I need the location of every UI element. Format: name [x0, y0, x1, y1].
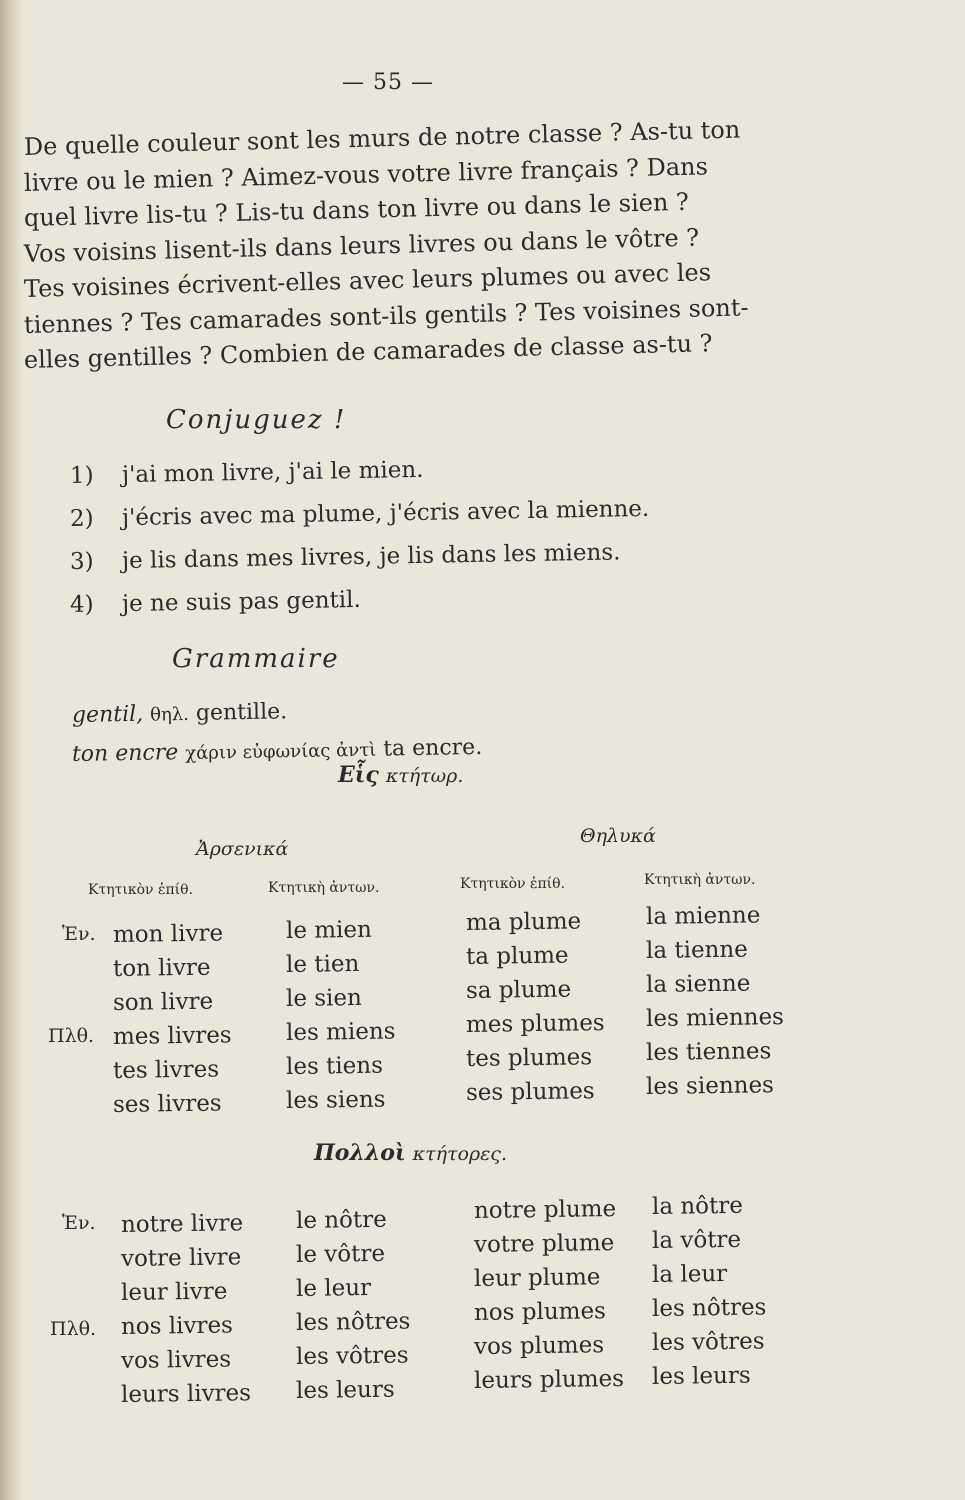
table-cell: le leur — [295, 1274, 372, 1302]
fem-adjective-column — [474, 1194, 624, 1398]
table-cell: nos plumes — [473, 1298, 607, 1326]
table-cell: leurs livres — [120, 1380, 252, 1408]
table-cell: mes plumes — [465, 1010, 605, 1038]
table-cell: les tiennes — [645, 1038, 772, 1066]
list-item: 2) j'écris avec ma plume, j'écris avec la mienne. — [69, 495, 650, 532]
fem-adjective-column — [466, 906, 605, 1110]
fem-pronoun-column — [652, 1190, 766, 1394]
table-cell: ses livres — [112, 1090, 222, 1118]
grammar-line-2: ton encre χάριν εὐφωνίας ἀντὶ ta encre. — [71, 734, 483, 767]
table-cell: leur livre — [120, 1278, 228, 1306]
page-number: — 55 — — [342, 70, 434, 95]
table-cell: les vôtres — [295, 1342, 409, 1370]
table-cell: la vôtre — [651, 1226, 742, 1254]
conjugation-list — [70, 455, 649, 627]
plural-label: Πλθ. — [48, 1025, 95, 1047]
paragraph-line: tiennes ? Tes camarades sont-ils gentils ? Tes voisines sont- — [23, 292, 749, 339]
masc-pronoun-column — [286, 914, 395, 1118]
table-cell: votre livre — [120, 1244, 242, 1272]
table-cell: le nôtre — [295, 1206, 387, 1234]
single-owner-title: Εἷς κτήτωρ. — [338, 762, 464, 788]
masc-adjective-column — [113, 918, 232, 1122]
table-cell: les leurs — [651, 1362, 751, 1390]
many-owners-title: Πολλοὶ κτήτορες. — [314, 1140, 507, 1166]
table-cell: son livre — [112, 988, 214, 1016]
table-cell: les nôtres — [651, 1294, 767, 1322]
table-cell: ses plumes — [465, 1078, 595, 1106]
table-cell: leur plume — [473, 1264, 601, 1292]
table-cell: tes livres — [112, 1056, 220, 1084]
paragraph-line: quel livre lis-tu ? Lis-tu dans ton livre ou dans le sien ? — [23, 187, 690, 232]
table-cell: les leurs — [295, 1376, 395, 1404]
table-cell: les tiens — [285, 1052, 384, 1080]
list-item: 4) je ne suis pas gentil. — [69, 586, 362, 618]
table-cell: votre plume — [473, 1230, 615, 1258]
table-cell: le mien — [285, 916, 373, 944]
table-cell: les miennes — [645, 1004, 785, 1032]
table-cell: les nôtres — [295, 1308, 411, 1336]
singular-label: Ἑν. — [62, 1212, 96, 1234]
column-header: Κτητικὴ ἀντων. — [268, 880, 380, 896]
table-cell: les siennes — [645, 1072, 775, 1100]
paragraph-line: livre ou le mien ? Aimez-vous votre livre français ? Dans — [23, 151, 709, 197]
table-cell: ta plume — [465, 942, 569, 970]
singular-label: Ἑν. — [62, 923, 96, 945]
fem-pronoun-column — [646, 900, 784, 1104]
list-item: 3) je lis dans mes livres, je lis dans les miens. — [69, 539, 621, 575]
table-cell: mes livres — [112, 1022, 232, 1050]
table-cell: la mienne — [645, 902, 761, 930]
table-cell: tes plumes — [465, 1044, 593, 1072]
table-cell: vos livres — [120, 1346, 232, 1374]
table-cell: les siens — [285, 1086, 386, 1114]
table-cell: vos plumes — [473, 1332, 605, 1360]
feminine-label: Θηλυκά — [580, 825, 656, 847]
table-cell: ton livre — [112, 954, 211, 982]
masculine-label: Ἀρσενικά — [196, 838, 289, 860]
table-cell: le sien — [285, 984, 363, 1012]
column-header: Κτητικὸν ἐπίθ. — [88, 882, 194, 898]
table-cell: le vôtre — [295, 1240, 386, 1268]
table-cell: la leur — [651, 1260, 728, 1288]
table-cell: leurs plumes — [473, 1365, 625, 1394]
grammar-line-1: gentil, θηλ. gentille. — [71, 699, 288, 728]
grammaire-heading: Grammaire — [172, 644, 340, 674]
plural-label: Πλθ. — [50, 1318, 97, 1340]
table-cell: mon livre — [112, 920, 224, 948]
masc-adjective-column — [121, 1208, 251, 1412]
table-cell: le tien — [285, 950, 360, 978]
table-cell: les vôtres — [651, 1328, 765, 1356]
table-cell: sa plume — [465, 976, 572, 1004]
paragraph-line: Tes voisines écrivent-elles avec leurs plumes ou avec les — [23, 258, 712, 303]
table-cell: notre plume — [473, 1196, 617, 1224]
table-cell: la sienne — [645, 970, 751, 998]
table-cell: notre livre — [120, 1210, 244, 1238]
table-cell: les miens — [285, 1018, 396, 1046]
page-spine-shadow — [0, 0, 22, 1500]
table-cell: nos livres — [120, 1312, 234, 1340]
reading-paragraph — [23, 115, 804, 379]
table-cell: ma plume — [465, 908, 582, 936]
paragraph-line: elles gentilles ? Combien de camarades de classe as-tu ? — [23, 329, 713, 374]
table-cell: la tienne — [645, 936, 748, 964]
paragraph-line: De quelle couleur sont les murs de notre classe ? As-tu ton — [23, 115, 741, 161]
column-header: Κτητικὴ ἀντων. — [644, 872, 756, 888]
list-item: 1) j'ai mon livre, j'ai le mien. — [69, 456, 424, 489]
conjuguez-heading: Conjuguez ! — [166, 405, 347, 435]
paragraph-line: Vos voisins lisent-ils dans leurs livres ou dans le vôtre ? — [23, 223, 700, 268]
column-header: Κτητικὸν ἐπίθ. — [460, 876, 566, 892]
table-cell: la nôtre — [651, 1192, 744, 1220]
masc-pronoun-column — [296, 1204, 410, 1408]
